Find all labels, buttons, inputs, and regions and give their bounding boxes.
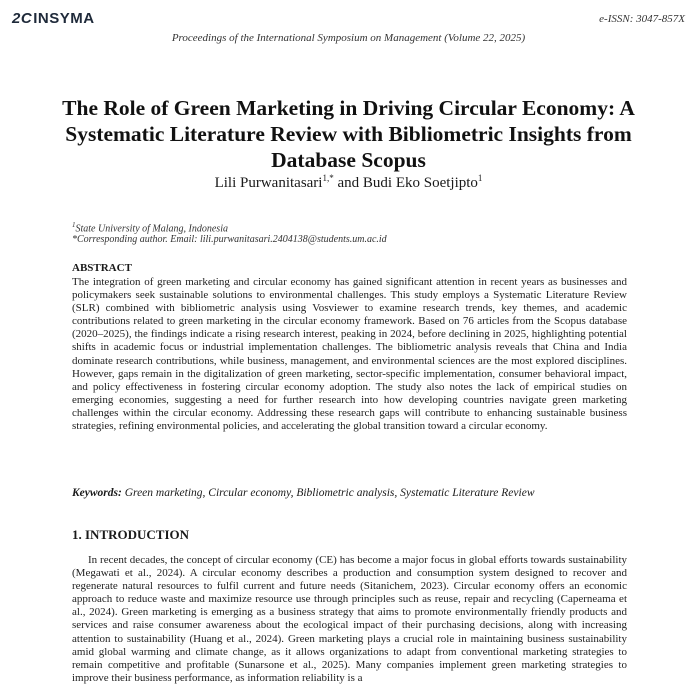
paper-title: The Role of Green Marketing in Driving Circular Economy: A Systematic Literature Review with Bibliometric Insights from Database Scopus <box>62 96 635 172</box>
keywords-label: Keywords: <box>72 487 122 499</box>
proceedings-header: Proceedings of the International Symposium on Management (Volume 22, 2025) <box>171 32 526 44</box>
logo-mark: 2C <box>12 10 33 27</box>
affiliation-sup: 1 <box>72 221 76 229</box>
author-sup: 1,* <box>322 173 334 183</box>
section-heading: 1. INTRODUCTION <box>72 527 190 542</box>
abstract-heading: ABSTRACT <box>72 262 132 274</box>
keywords-text: Green marketing, Circular economy, Bibliometric analysis, Systematic Literature Review <box>124 487 535 499</box>
logo-text: INSYMA <box>33 10 95 27</box>
author-name: Lili Purwanitasari <box>214 175 323 191</box>
corresponding-author: *Corresponding author. Email: lili.purwanitasari.2404138@students.um.ac.id <box>72 234 387 245</box>
intro-text: In recent decades, the concept of circular economy (CE) has become a major focus in global efforts towards sustainability (Megawati et al., 2024). A circular economy describes a production and consumption system designed to recover and regenerate natural resources to fulfil current and future needs (Sitanichem, 2023). Circular economy offers an economic approach to reduce waste and maximize resource use through principles such as reuse, repair and recycling (Caperneama et al., 2024). Green marketing is emerging as a business strategy that aims to promote environmentally friendly products and services and raise consumer awareness about the ecological impact of their purchasing decisions, along with increasing attention to sustainability (Huang et al., 2024). Green marketing plays a crucial role in maintaining business sustainability amid global warming and climate change, as it allows organizations to adapt from conventional marketing strategies to remain competitive and profitable (Sunarsone et al., 2025). Many companies implement green marketing strategies to improve their business performance, as information reliability is a <box>72 554 627 684</box>
author-sup: 1 <box>477 173 483 183</box>
abstract-text: The integration of green marketing and circular economy has gained significant attention in recent years as businesses and policymakers seek sustainable solutions to environmental challenges. This study employs a Systematic Literature Review (SLR) combined with bibliometric analysis using Vosviewer to examine research trends, key themes, and academic contributions related to green marketing in the circular economy framework. Based on 76 articles from the Scopus database (2020–2025), the findings indicate a rising research interest, peaking in 2024, before declining in 2025, highlighting potential shifts in academic focus or industrial implementation challenges. The bibliometric analysis reveals that China and India dominate research contributions, while business, management, and environmental sciences are the most explored disciplines. However, gaps remain in the digitalization of green marketing, sector-specific implementation, consumer behavioral impact, and policy effectiveness in fostering circular economy adoption. The study also notes the lack of empirical studies on emerging economies, suggesting a need for further research into how developing countries navigate green marketing challenges within the circular economy. Addressing these research gaps will contribute to enhancing sustainable business strategies, refining environmental policies, and accelerating the global transition toward a circular economy. <box>72 276 627 433</box>
author-name: Budi Eko Soetjipto <box>362 175 478 191</box>
author-joiner: and <box>333 175 363 191</box>
issn: e-ISSN: 3047-857X <box>599 13 685 25</box>
authors <box>0 173 697 192</box>
insyma-logo <box>12 10 95 27</box>
affiliation-text: State University of Malang, Indonesia <box>75 223 228 235</box>
keywords <box>72 487 632 499</box>
affiliation <box>72 221 228 234</box>
